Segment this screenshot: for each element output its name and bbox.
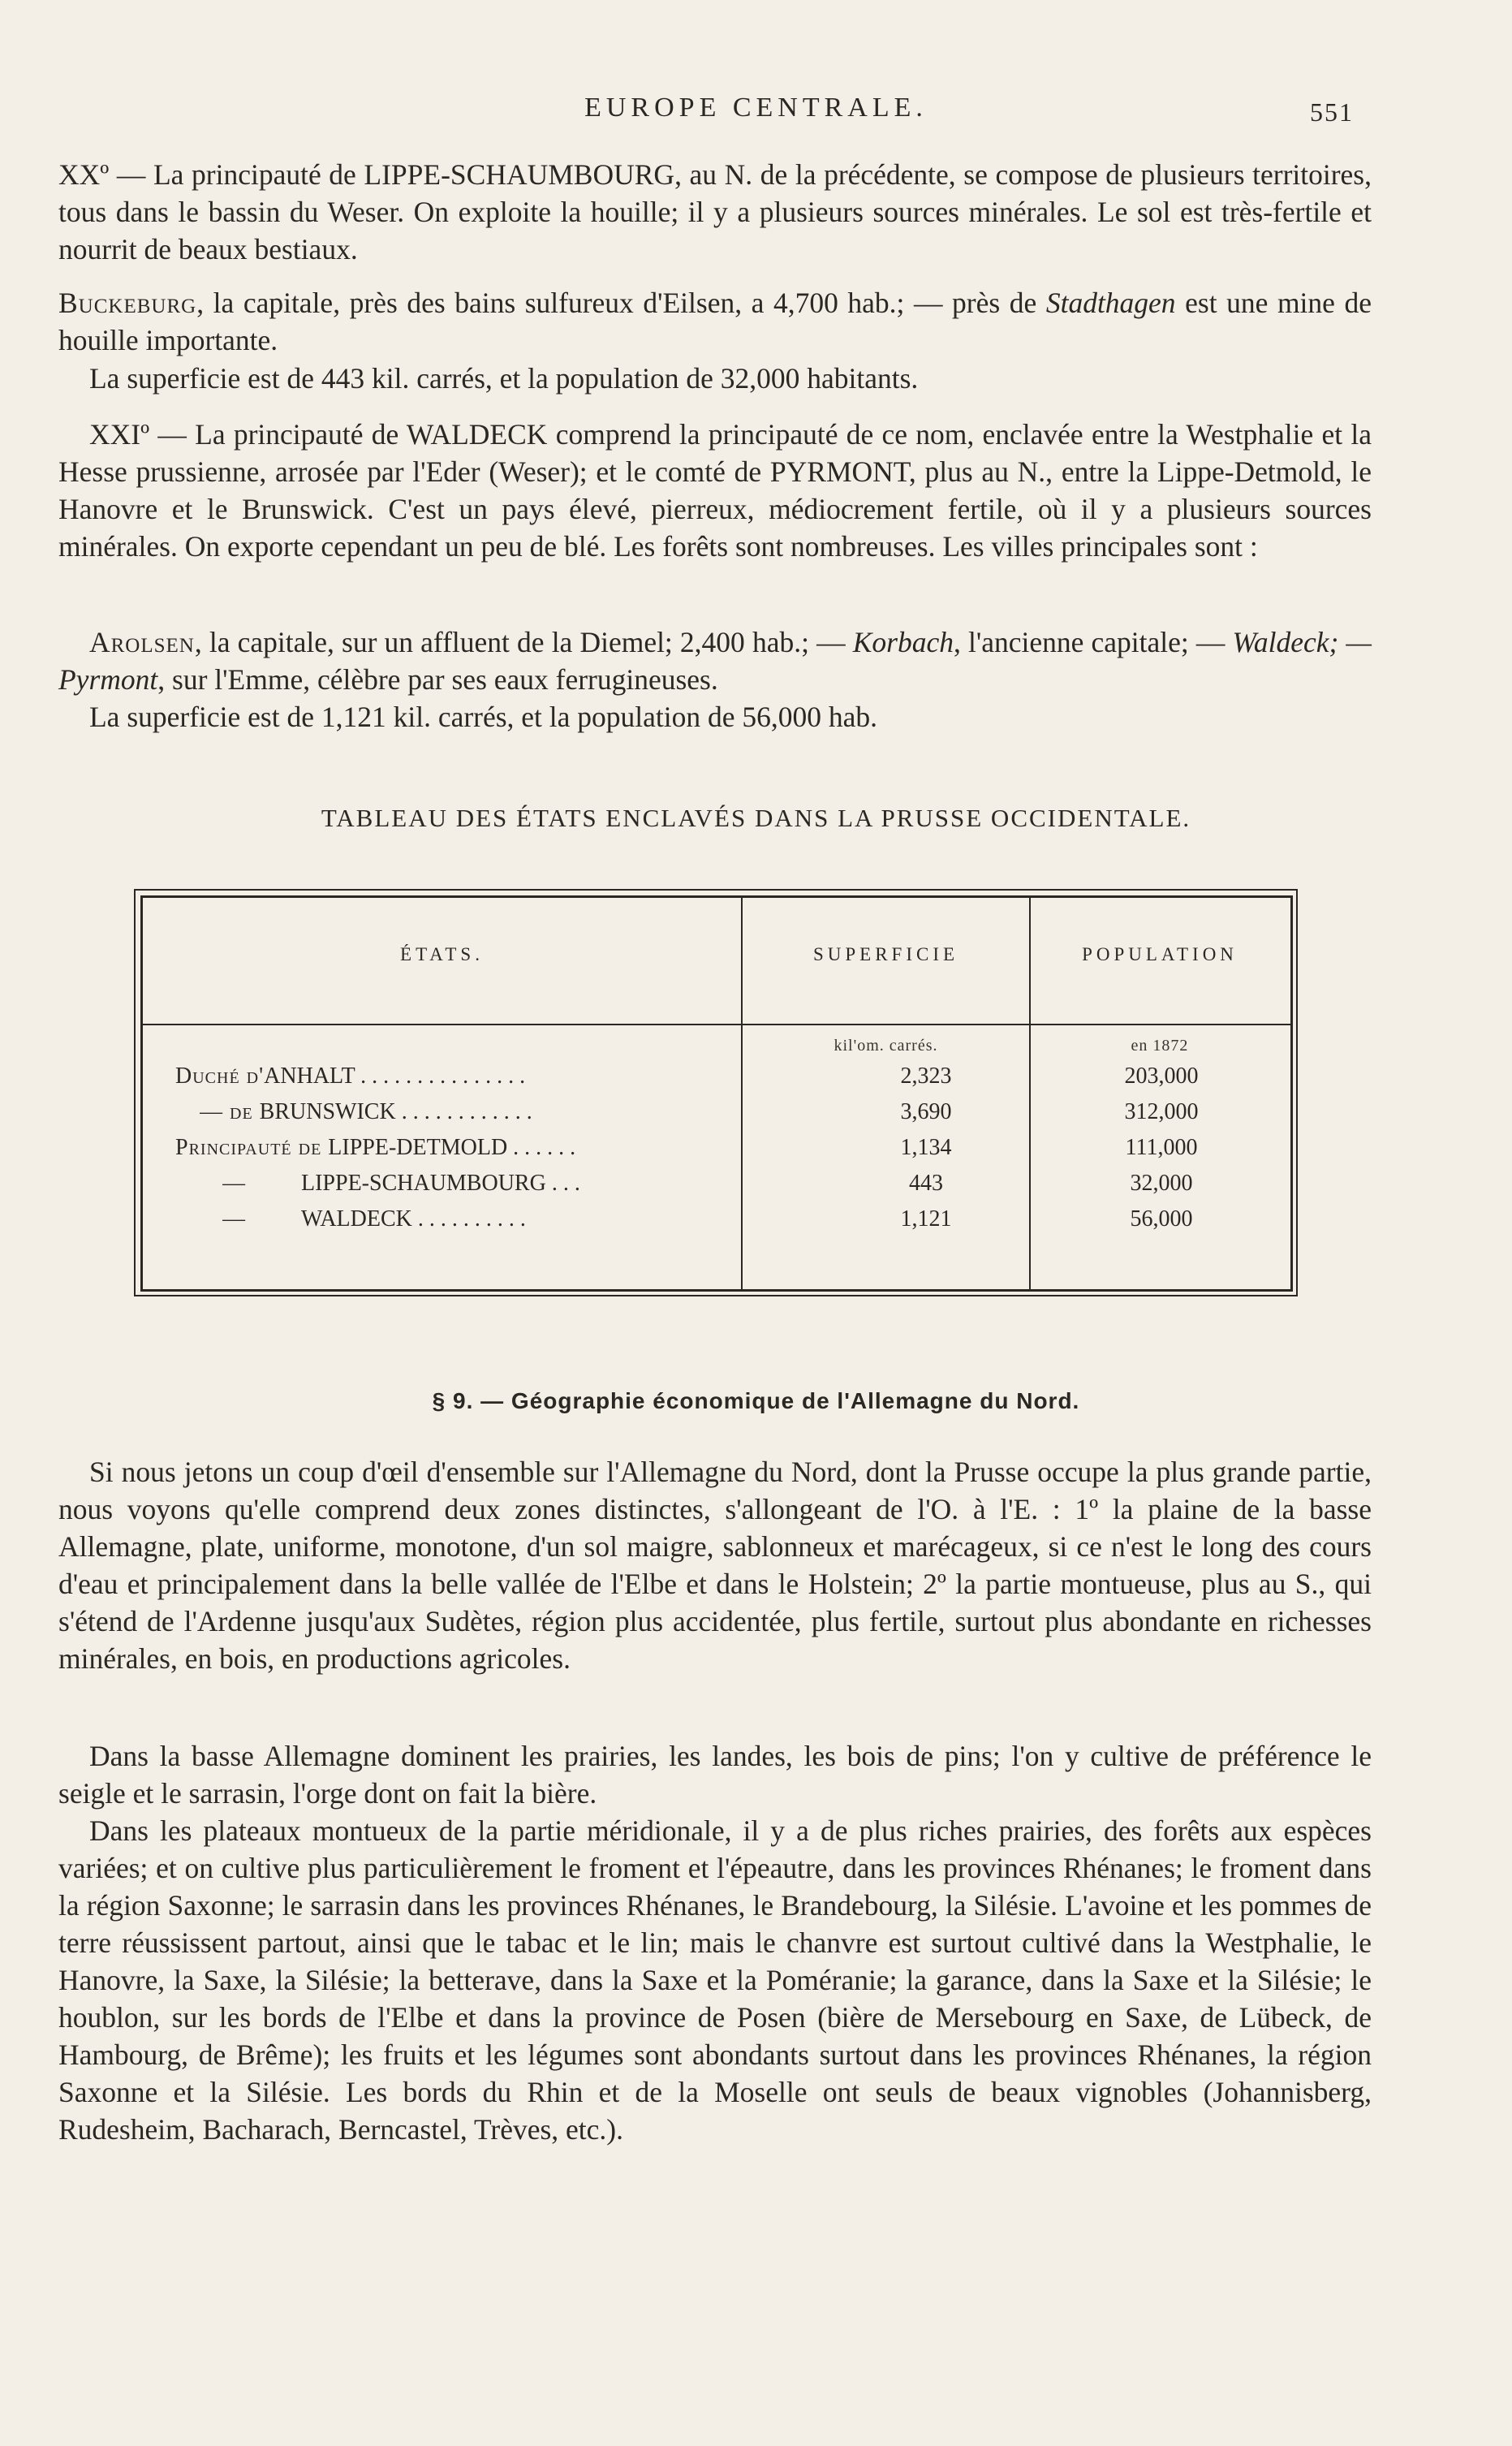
leader-dots: .......... [417,1206,532,1232]
header-divider [143,1024,1290,1025]
capital-name: Buckeburg [58,287,197,319]
table-row [143,1135,1290,1171]
running-title: EUROPE CENTRALE. [584,93,928,123]
paragraph-overview: Si nous jetons un coup d'œil d'ensemble sur l'Allemagne du Nord, dont la Prusse occupe la plus grande partie, nous voyons qu'elle comprend deux zones distinctes, s'allongeant de l'O. à l'E. : 1º la plaine de la basse Allemagne, plate, uniforme, monotone, d'un sol maigre, sablonneux et marécageux, si ce n'est le long des cours d'eau et principalement dans la belle vallée de l'Elbe et dans le Holstein; 2º la partie montueuse, plus au S., qui s'étend de l'Ardenne jusqu'aux Sudètes, région plus accidentée, plus fertile, surtout plus abondante en richesses minérales, en bois, en productions agricoles. [58,1456,1372,1675]
superficie-value: 1,134 [900,1135,952,1160]
header-superficie: SUPERFICIE [812,944,959,964]
paragraph-lippe-intro: XXº — La principauté de LIPPE-SCHAUMBOURG, au N. de la précédente, se compose de plusieurs territoires, tous dans le bassin du Weser. On exploite la houille; il y a plusieurs sources minérales. Le sol est très-fertile et nourrit de beaux bestiaux. [58,158,1372,265]
paragraph-plateaux: Dans les plateaux montueux de la partie méridionale, il y a de plus riches prairies, des forêts aux espèces variées; et on cultive plus particulièrement le froment et l'épeautre, dans les provinces Rhénanes; le froment dans la région Saxonne; le sarrasin dans les provinces Rhénanes, le Brandebourg, la Silésie. L'avoine et les pommes de terre réussissent partout, ainsi que le tabac et le lin; mais le chanvre est surtout cultivé dans la Westphalie, le Hanovre, la Saxe, la Silésie; la betterave, dans la Saxe et la Poméranie; la garance, dans la Saxe et la Silésie; le houblon, sur les bords de l'Elbe et dans la province de Posen (bière de Mersebourg en Saxe, de Lübeck, de Hambourg, de Brême); les fruits et les légumes sont abondants surtout dans les provinces Rhénanes, la région Saxonne et la Silésie. Les bords du Rhin et de la Moselle ont seuls de beaux vignobles (Johannisberg, Rudesheim, Bacharach, Berncastel, Trèves, etc.). [58,1814,1372,2146]
table-row [143,1171,1290,1206]
table-title: TABLEAU DES ÉTATS ENCLAVÉS DANS LA PRUSSE OCCIDENTALE. [321,804,1191,832]
capital-name: Arolsen [89,626,195,658]
superficie-value: 2,323 [900,1063,952,1089]
leader-dots: ... [551,1171,586,1196]
capital-text-c: , sur l'Emme, célèbre par ses eaux ferrugineuses. [157,663,718,696]
state-name [222,1171,823,1197]
state-name [222,1206,823,1232]
state-prefix: Principauté de [175,1135,329,1160]
states-table [134,889,1298,1296]
capital-text-a: , la capitale, près des bains sulfureux d'Eilsen, a 4,700 hab.; — près de [196,287,1046,319]
header-etats: ÉTATS. [400,944,484,964]
state-label: WALDECK [301,1206,412,1232]
running-header [0,88,1512,136]
state-label: ANHALT [264,1063,355,1089]
population-value: 312,000 [1124,1099,1199,1124]
table-row [143,1063,1290,1099]
state-prefix: — de [200,1099,260,1124]
paragraph-lippe-area: La superficie est de 443 kil. carrés, et la population de 32,000 habitants. [89,362,919,395]
leader-dots: ...... [513,1135,582,1160]
state-label: BRUNSWICK [259,1099,396,1124]
paragraph-lowlands: Dans la basse Allemagne dominent les prairies, les landes, les bois de pins; l'on y cultive de préférence le seigle et le sarrasin, l'orge dont on fait la bière. [58,1740,1372,1810]
capital-text-b: , l'ancienne capitale; — [953,626,1233,658]
state-prefix: — [222,1171,252,1196]
town-name: Waldeck; — Pyrmont [58,626,1372,696]
state-label: LIPPE-DETMOLD [328,1135,508,1160]
superficie-value: 3,690 [900,1099,952,1124]
leader-dots: ............ [401,1099,538,1124]
state-prefix: Duché d' [175,1063,265,1089]
unit-population: en 1872 [1131,1037,1189,1055]
state-name [175,1135,776,1161]
state-name [175,1063,776,1089]
population-value: 111,000 [1125,1135,1198,1160]
paragraph-waldeck-intro: XXIº — La principauté de WALDECK comprend la principauté de ce nom, enclavée entre la Westphalie et la Hesse prussienne, arrosée par l'Eder (Weser); et le comté de PYRMONT, plus au N., entre la Lippe-Detmold, le Hanovre et le Brunswick. C'est un pays élevé, pierreux, médiocrement fertile, où il y a plusieurs sources minérales. On exporte cependant un peu de blé. Les forêts sont nombreuses. Les villes principales sont : [58,418,1372,563]
table-row [143,1206,1290,1242]
paragraph-waldeck-capital [58,623,1372,698]
population-value: 32,000 [1130,1171,1193,1196]
page-number: 551 [1310,97,1354,127]
superficie-value: 443 [909,1171,943,1196]
paragraph-lippe-capital [58,284,1372,359]
superficie-value: 1,121 [900,1206,952,1232]
population-value: 203,000 [1124,1063,1199,1089]
population-value: 56,000 [1130,1206,1193,1232]
state-label: LIPPE-SCHAUMBOURG [301,1171,546,1196]
state-prefix: — [222,1206,252,1232]
header-population: POPULATION [1082,944,1238,964]
unit-superficie: kil'om. carrés. [834,1037,938,1055]
capital-text-a: , la capitale, sur un affluent de la Diemel; 2,400 hab.; — [194,626,853,658]
state-name [200,1099,800,1125]
paragraph-waldeck-area: La superficie est de 1,121 kil. carrés, et la population de 56,000 hab. [89,701,878,733]
table-row [143,1099,1290,1135]
leader-dots: ............... [360,1063,532,1089]
capital-text-b: est une mine de houille importante. [58,287,1372,356]
section-heading: § 9. — Géographie économique de l'Allemagne du Nord. [432,1388,1080,1413]
town-name: Korbach [852,626,954,658]
town-name: Stadthagen [1045,287,1176,319]
